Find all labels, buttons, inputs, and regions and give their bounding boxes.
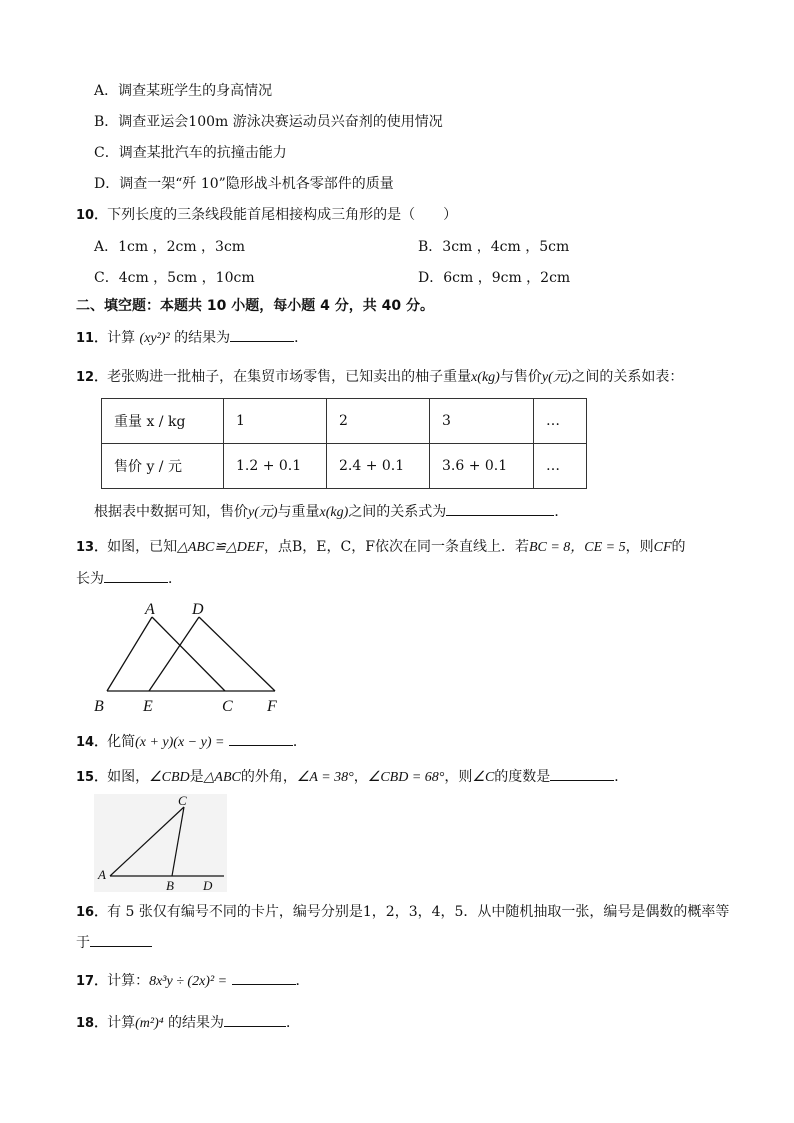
answer-blank[interactable] — [90, 932, 152, 947]
q15-line — [76, 766, 628, 787]
q13-text-b: ，点B，E，C，F依次在同一条直线上．若 — [264, 539, 529, 555]
table-cell: … — [534, 444, 587, 489]
q12-follow-a: 根据表中数据可知，售价 — [94, 504, 248, 520]
figure-label: B — [166, 878, 174, 892]
q18-end: ． — [286, 1015, 301, 1031]
question-number: 12． — [76, 370, 108, 385]
q10-option-a: A．1cm ，2cm ，3cm — [94, 239, 246, 255]
q15-text-b: 是 — [189, 769, 204, 785]
q15-text-f: 的度数是 — [494, 769, 551, 785]
answer-blank[interactable] — [224, 1012, 286, 1027]
q12-stem-a: 老张购进一批柚子，在集贸市场零售，已知卖出的柚子重量 — [107, 369, 472, 385]
q18-line — [76, 1012, 300, 1033]
answer-blank[interactable] — [550, 766, 614, 781]
q12-follow-line — [94, 501, 568, 522]
table-cell: 重量 x / kg — [102, 399, 224, 444]
table-cell: 2.4 + 0.1 — [327, 444, 430, 489]
q16-line2 — [76, 932, 152, 952]
figure-label: A — [98, 867, 106, 882]
q12-stem-c: 之间的关系如表： — [571, 369, 684, 385]
q10-stem-line — [76, 206, 457, 225]
figure-label: E — [143, 698, 153, 715]
q15-text-e: ，则 — [444, 769, 473, 785]
q18-expression: (m²)⁴ — [135, 1016, 164, 1031]
figure-label: F — [267, 698, 277, 715]
q13-triangle-figure — [90, 596, 290, 718]
q9-option-a: A．调查某班学生的身高情况 — [94, 83, 273, 99]
q12-follow-end: ． — [554, 504, 569, 520]
q16-text: 有 5 张仅有编号不同的卡片，编号分别是1，2，3，4，5．从中随机抽取一张，编号是偶数的概率等 — [107, 904, 730, 920]
figure-label: D — [203, 878, 213, 892]
q13-line2-text: 长为 — [76, 571, 104, 587]
q10-option-c: C．4cm ，5cm ，10cm — [94, 270, 255, 286]
q15-text-c: 的外角， — [240, 769, 297, 785]
answer-blank[interactable] — [446, 501, 554, 516]
q15-condition-1: ∠A = 38° — [296, 770, 354, 785]
question-number: 17． — [76, 974, 108, 989]
section-heading: 二、填空题：本题共 10 小题，每小题 4 分，共 40 分。 — [76, 298, 434, 314]
q13-condition: BC = 8，CE = 5 — [528, 540, 626, 555]
table-cell: 2 — [327, 399, 430, 444]
q15-condition-2: ∠CBD = 68° — [367, 770, 445, 785]
q15-triangle: △ABC — [203, 770, 241, 785]
q9-option-d: D．调查一架“歼 10”隐形战斗机各零部件的质量 — [94, 176, 394, 192]
q11-pre: 计算 — [107, 330, 136, 346]
q11-expression: (xy²)² — [139, 331, 170, 346]
figure-label: B — [94, 698, 104, 715]
q11-post: 的结果为 — [174, 330, 231, 346]
q13-text-a: 如图，已知 — [107, 539, 178, 555]
q13-text-c: ，则 — [625, 539, 654, 555]
table-row — [102, 399, 587, 444]
figure-label: C — [178, 794, 187, 808]
q17-end: ． — [295, 973, 310, 989]
q13-line1 — [76, 538, 686, 557]
question-number: 16． — [76, 905, 108, 920]
q17-pre: 计算： — [107, 973, 150, 989]
q13-end: ． — [168, 571, 182, 587]
q13-line2 — [76, 568, 182, 588]
table-cell: 3.6 + 0.1 — [430, 444, 534, 489]
q11-end: ． — [294, 330, 309, 346]
figure-label: D — [192, 601, 204, 618]
q15-end: ． — [614, 769, 629, 785]
q12-stem-line — [76, 368, 683, 387]
question-number: 13． — [76, 540, 108, 555]
answer-blank[interactable] — [229, 731, 293, 746]
table-cell: 售价 y / 元 — [102, 444, 224, 489]
q12-follow-var-x: x(kg) — [319, 505, 349, 520]
q11-line — [76, 327, 308, 348]
question-number: 15． — [76, 770, 108, 785]
figure-label: C — [222, 698, 233, 715]
q12-var-y: y(元) — [541, 370, 572, 385]
q10-stem: 下列长度的三条线段能首尾相接构成三角形的是（ ） — [107, 207, 458, 223]
q18-pre: 计算 — [107, 1015, 136, 1031]
answer-blank[interactable] — [104, 568, 168, 583]
question-number: 11． — [76, 331, 108, 346]
q13-congruence: △ABC≌△DEF — [177, 540, 265, 555]
q16-text-2: 于 — [76, 935, 90, 951]
q14-end: ． — [292, 734, 307, 750]
q14-pre: 化简 — [107, 734, 136, 750]
answer-blank[interactable] — [232, 970, 296, 985]
q12-var-x: x(kg) — [471, 370, 500, 385]
table-cell: 3 — [430, 399, 534, 444]
q9-option-c: C．调查某批汽车的抗撞击能力 — [94, 145, 287, 161]
q17-line — [76, 970, 310, 991]
q14-expression: (x + y)(x − y) = — [135, 735, 225, 750]
table-row — [102, 444, 587, 489]
q18-post: 的结果为 — [168, 1015, 225, 1031]
question-number: 14． — [76, 735, 108, 750]
q10-option-b: B．3cm ，4cm ，5cm — [418, 239, 570, 255]
figure-label: A — [145, 601, 155, 618]
q15-angle: ∠CBD — [149, 770, 190, 785]
question-number: 18． — [76, 1016, 108, 1031]
table-cell: … — [534, 399, 587, 444]
question-number: 10． — [76, 208, 108, 223]
q15-text-a: 如图， — [107, 769, 150, 785]
q12-table — [101, 398, 587, 489]
q12-stem-b: 与售价 — [499, 369, 542, 385]
q9-option-b: B．调查亚运会100m 游泳决赛运动员兴奋剂的使用情况 — [94, 114, 443, 130]
q14-line — [76, 731, 307, 752]
q12-follow-c: 之间的关系式为 — [348, 504, 447, 520]
q12-follow-b: 与重量 — [277, 504, 320, 520]
q15-triangle-figure — [94, 794, 227, 892]
table-cell: 1.2 + 0.1 — [224, 444, 327, 489]
q15-target: ∠C — [472, 770, 495, 785]
q13-target: CF — [653, 540, 672, 555]
q16-line1 — [76, 903, 729, 922]
q12-follow-var-y: y(元) — [248, 505, 278, 520]
table-cell: 1 — [224, 399, 327, 444]
answer-blank[interactable] — [230, 327, 294, 342]
q17-expression: 8x³y ÷ (2x)² = — [149, 974, 228, 989]
q15-text-d: ， — [353, 769, 368, 785]
q10-option-d: D．6cm ，9cm ，2cm — [418, 270, 571, 286]
q13-text-d: 的 — [671, 539, 686, 555]
